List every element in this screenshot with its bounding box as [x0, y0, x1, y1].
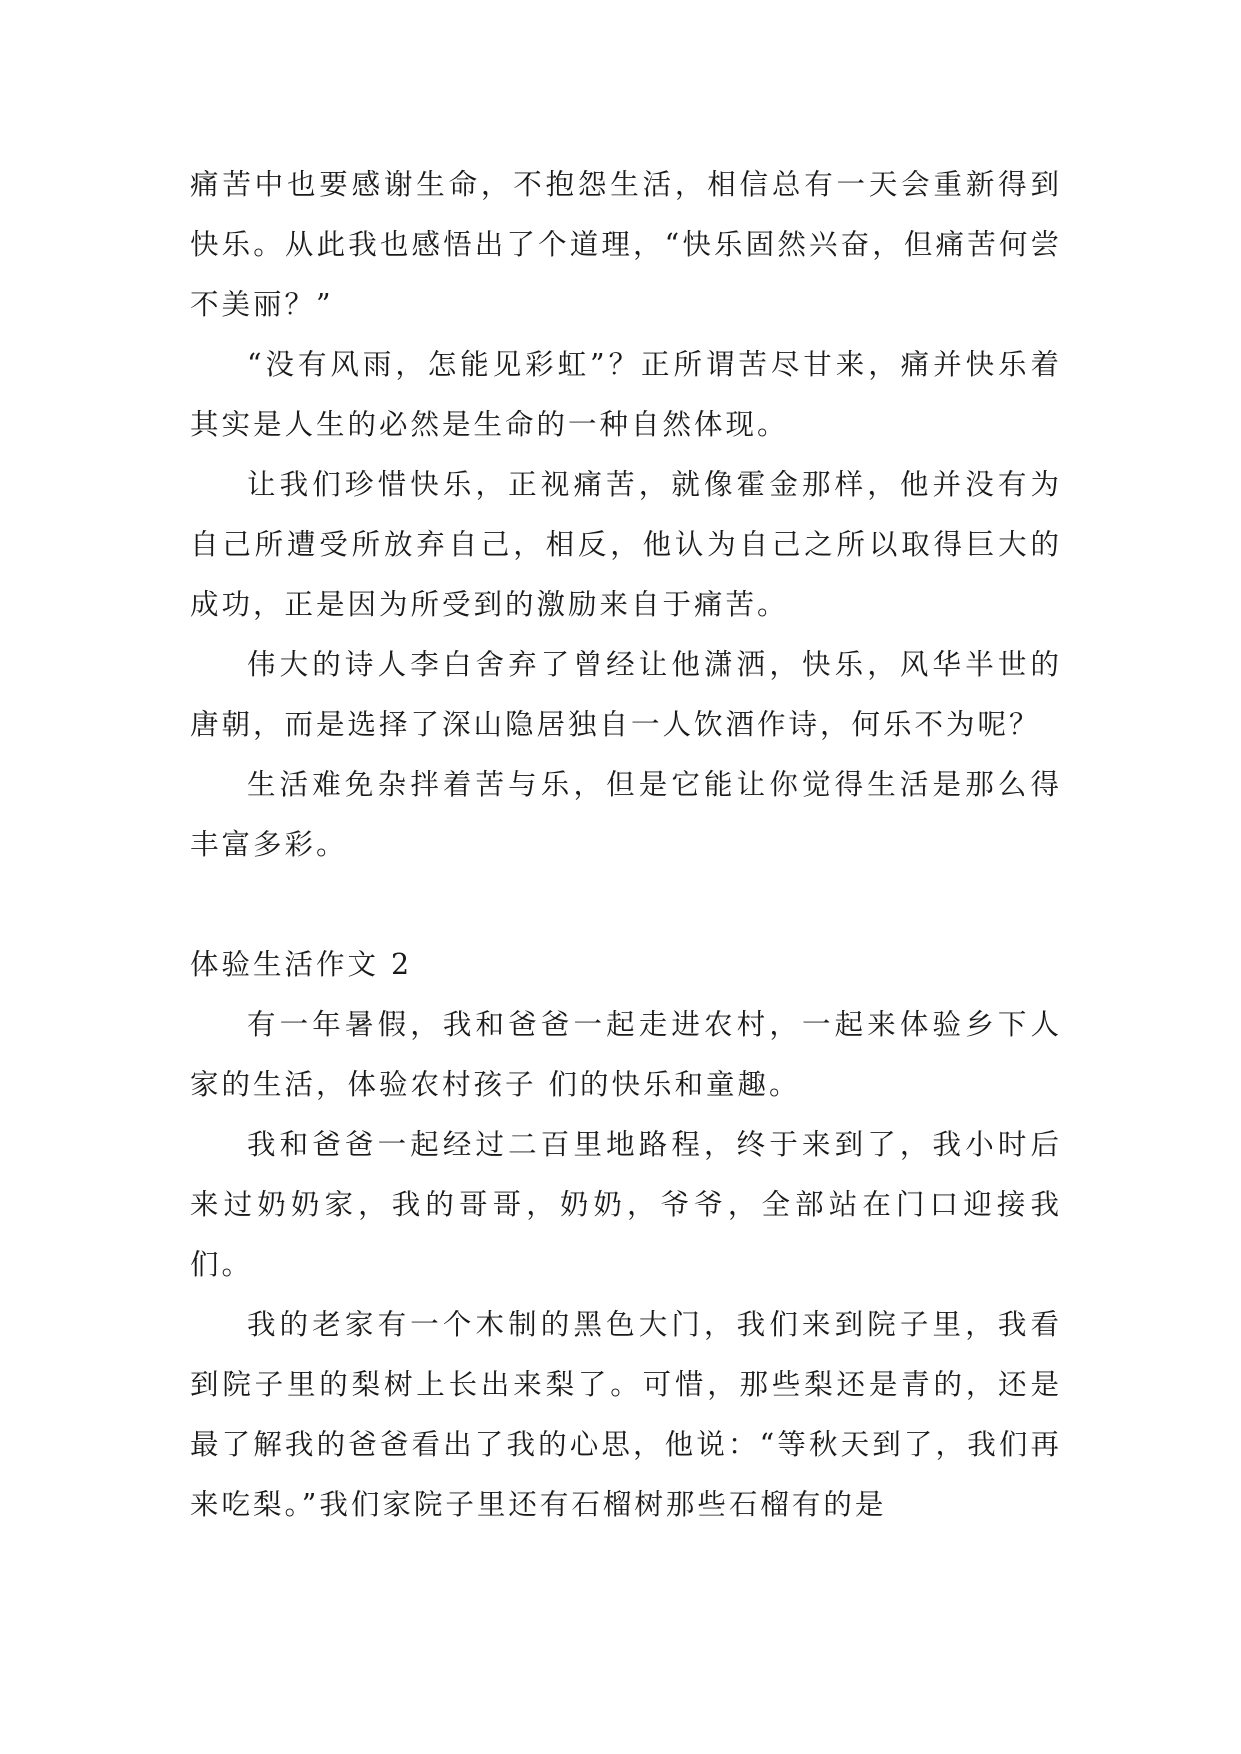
document-body	[190, 155, 1062, 1535]
paragraph-continuation: 痛苦中也要感谢生命，不抱怨生活，相信总有一天会重新得到快乐。从此我也感悟出了个道理，“快乐固然兴奋，但痛苦何尝不美丽？”	[190, 168, 1062, 321]
paragraph: 我和爸爸一起经过二百里地路程，终于来到了，我小时后来过奶奶家，我的哥哥，奶奶，爷爷，全部站在门口迎接我们。	[190, 1128, 1062, 1281]
paragraph: 我的老家有一个木制的黑色大门，我们来到院子里，我看到院子里的梨树上长出来梨了。可惜，那些梨还是青的，还是最了解我的爸爸看出了我的心思，他说：“等秋天到了，我们再来吃梨。”我们家院子里还有石榴树那些石榴有的是	[190, 1308, 1062, 1521]
paragraph: 生活难免杂拌着苦与乐，但是它能让你觉得生活是那么得丰富多彩。	[190, 768, 1062, 861]
paragraph: 伟大的诗人李白舍弃了曾经让他潇洒，快乐，风华半世的唐朝，而是选择了深山隐居独自一人饮酒作诗，何乐不为呢？	[190, 648, 1062, 741]
paragraph: “没有风雨，怎能见彩虹”？正所谓苦尽甘来，痛并快乐着其实是人生的必然是生命的一种自然体现。	[190, 348, 1062, 441]
section-heading: 体验生活作文 2	[190, 948, 413, 981]
section-spacer	[190, 875, 1062, 935]
paragraph: 有一年暑假，我和爸爸一起走进农村，一起来体验乡下人家的生活，体验农村孩子 们的快乐和童趣。	[190, 1008, 1062, 1101]
paragraph: 让我们珍惜快乐，正视痛苦，就像霍金那样，他并没有为自己所遭受所放弃自己，相反，他认为自己之所以取得巨大的成功，正是因为所受到的激励来自于痛苦。	[190, 468, 1062, 621]
